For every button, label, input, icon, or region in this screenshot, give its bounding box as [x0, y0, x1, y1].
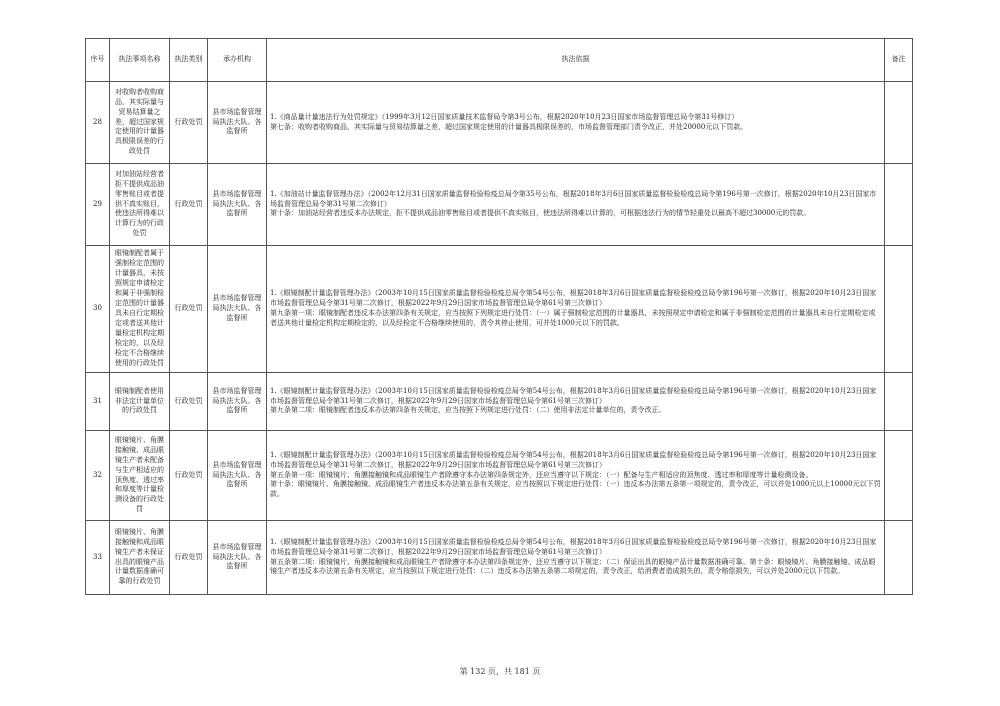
row-basis: [267, 82, 885, 164]
header-no: 序号: [86, 39, 110, 82]
row-item-name: 眼镜镜片、角膜接触镜、成品眼镜生产者未配备与生产相适应的顶焦度、透过率和厚度等计量检测设备的行政处罚: [110, 431, 170, 521]
row-type: 行政处罚: [170, 82, 208, 164]
row-basis: [267, 164, 885, 246]
table-row: [86, 82, 913, 164]
row-number: 29: [86, 164, 110, 246]
row-basis: [267, 521, 885, 595]
header-note: 备注: [885, 39, 913, 82]
row-item-name: 对加油站经营者拒不提供成品油零售账目或者提供不真实账目，使违法所得难以计算行为的行政处罚: [110, 164, 170, 246]
basis-line: 1.《商品量计量违法行为处罚规定》（1999年3月12日国家质量技术监督局令第3号公布，根据2020年10月23日国家市场监督管理总局令第31号修订）: [270, 112, 739, 121]
table-header-row: [86, 39, 913, 82]
basis-line: 1.《眼镜制配计量监督管理办法》（2003年10月15日国家质量监督检验检疫总局令第54号公布，根据2018年3月6日国家质量监督检验检疫总局令第196号第一次修订，根据2020年10月23日国家市场监督管理总局令第31号第二次修订，根据2022年9月29日国家市场监督管理总局令第61号第三次修订）: [270, 289, 877, 308]
row-number: 33: [86, 521, 110, 595]
row-org: 县市场监督管理局执法大队、各监督所: [208, 373, 267, 431]
row-note: [885, 521, 913, 595]
basis-line: 第五条第二项：眼镜镜片、角膜接触镜和成品眼镜生产者除遵守本办法第四条规定外，还应当遵守以下规定：（二）保证出具的眼镜产品计量数据准确可靠。第十条：眼镜镜片、角膜接触镜、成品眼镜生产者违反本办法第五条有关规定，应当按照以下规定进行处罚：（二）违反本办法第五条第二项规定的，责令改正，给消费者造成损失的，责令赔偿损失，可以并处2000元以下罚款。: [270, 557, 876, 576]
row-number: 31: [86, 373, 110, 431]
row-note: [885, 431, 913, 521]
row-org: 县市场监督管理局执法大队、各监督所: [208, 82, 267, 164]
row-type: 行政处罚: [170, 521, 208, 595]
basis-line: 第九条第一项：眼镜制配者违反本办法第四条有关规定，应当按照下列规定进行处罚：（一）属于强制检定范围的计量器具，未按照规定申请检定和属于非强制检定范围的计量器具未自行定期检定或者送其他计量检定机构定期检定的，以及经检定不合格继续使用的，责令其停止使用，可并处1000元以下的罚款。: [270, 309, 876, 327]
basis-line: 1.《加油站计量监督管理办法》（2002年12月31日国家质量监督检验检疫总局令第35号公布，根据2018年3月6日国家质量监督检验检疫总局令第196号第一次修订，根据2020年10月23日国家市场监督管理总局令第31号第二次修订）: [270, 189, 877, 208]
row-item-name: 眼镜制配者使用非法定计量单位的行政处罚: [110, 373, 170, 431]
row-org: 县市场监督管理局执法大队、各监督所: [208, 521, 267, 595]
row-note: [885, 373, 913, 431]
header-item: 执法事项名称: [110, 39, 170, 82]
row-note: [885, 246, 913, 373]
row-basis: [267, 246, 885, 373]
row-org: 县市场监督管理局执法大队、各监督所: [208, 246, 267, 373]
table-row: [86, 164, 913, 246]
row-note: [885, 164, 913, 246]
page-number: 第 132 页，共 181 页: [459, 667, 541, 676]
row-note: [885, 82, 913, 164]
row-item-name: 对收购者收购商品，其实际量与贸易结算量之差，超过国家规定使用的计量器具极限误差的行政处罚: [110, 82, 170, 164]
table-row: [86, 373, 913, 431]
row-number: 28: [86, 82, 110, 164]
row-item-name: 眼镜镜片、角膜接触镜和成品眼镜生产者未保证出具的眼镜产品计量数据准确可靠的行政处罚: [110, 521, 170, 595]
table-row: [86, 431, 913, 521]
basis-line: 第九条第二项：眼镜制配者违反本办法第四条有关规定，应当按照下列规定进行处罚：（二）使用非法定计量单位的，责令改正。: [270, 406, 666, 415]
basis-line: 第七条：收购者收购商品，其实际量与贸易结算量之差，超过国家规定使用的计量器具极限误差的，市场监督管理部门责令改正，并处20000元以下罚款。: [270, 122, 748, 131]
row-number: 32: [86, 431, 110, 521]
basis-line: 第五条第一项：眼镜镜片、角膜接触镜和成品眼镜生产者除遵守本办法第四条规定外，还应当遵守以下规定：（一）配备与生产相适应的顶焦度、透过率和厚度等计量检测设备。: [270, 470, 813, 479]
basis-line: 第十条：眼镜镜片、角膜接触镜、成品眼镜生产者违反本办法第五条有关规定，应当按照以下规定进行处罚：（一）违反本办法第五条第一项规定的，责令改正，可以并处1000元以上10000元以下罚款。: [270, 480, 881, 499]
row-basis: [267, 373, 885, 431]
row-item-name: 眼镜制配者属于强制检定范围的计量器具，未按照规定申请检定和属于非强制检定范围的计量器具未自行定期检定或者送其他计量检定机构定期检定的，以及经检定不合格继续使用的行政处罚: [110, 246, 170, 373]
basis-line: 第十条：加油站经营者违反本办法规定，拒不提供成品油零售账目或者提供不真实账目，使违法所得难以计算的，可根据违法行为的情节轻重处以最高不超过30000元的罚款。: [270, 209, 811, 218]
header-type: 执法类别: [170, 39, 208, 82]
row-org: 县市场监督管理局执法大队、各监督所: [208, 431, 267, 521]
row-basis: [267, 431, 885, 521]
header-org: 承办机构: [208, 39, 267, 82]
row-type: 行政处罚: [170, 373, 208, 431]
table-row: [86, 246, 913, 373]
row-org: 县市场监督管理局执法大队、各监督所: [208, 164, 267, 246]
row-type: 行政处罚: [170, 164, 208, 246]
header-basis: 执法依据: [267, 39, 885, 82]
basis-line: 1.《眼镜制配计量监督管理办法》（2003年10月15日国家质量监督检验检疫总局令第54号公布，根据2018年3月6日国家质量监督检验检疫总局令第196号第一次修订，根据2020年10月23日国家市场监督管理总局令第31号第二次修订，根据2022年9月29日国家市场监督管理总局令第61号第三次修订）: [270, 386, 877, 405]
row-number: 30: [86, 246, 110, 373]
row-type: 行政处罚: [170, 246, 208, 373]
basis-line: 1.《眼镜制配计量监督管理办法》（2003年10月15日国家质量监督检验检疫总局令第54号公布，根据2018年3月6日国家质量监督检验检疫总局令第196号第一次修订，根据2020年10月23日国家市场监督管理总局令第31号第二次修订，根据2022年9月29日国家市场监督管理总局令第61号第三次修订）: [270, 537, 877, 556]
table-row: [86, 521, 913, 595]
row-type: 行政处罚: [170, 431, 208, 521]
enforcement-table: [85, 38, 913, 595]
basis-line: 1.《眼镜制配计量监督管理办法》（2003年10月15日国家质量监督检验检疫总局令第54号公布，根据2018年3月6日国家质量监督检验检疫总局令第196号第一次修订，根据2020年10月23日国家市场监督管理总局令第31号第二次修订，根据2022年9月29日国家市场监督管理总局令第61号第三次修订）: [270, 450, 877, 469]
